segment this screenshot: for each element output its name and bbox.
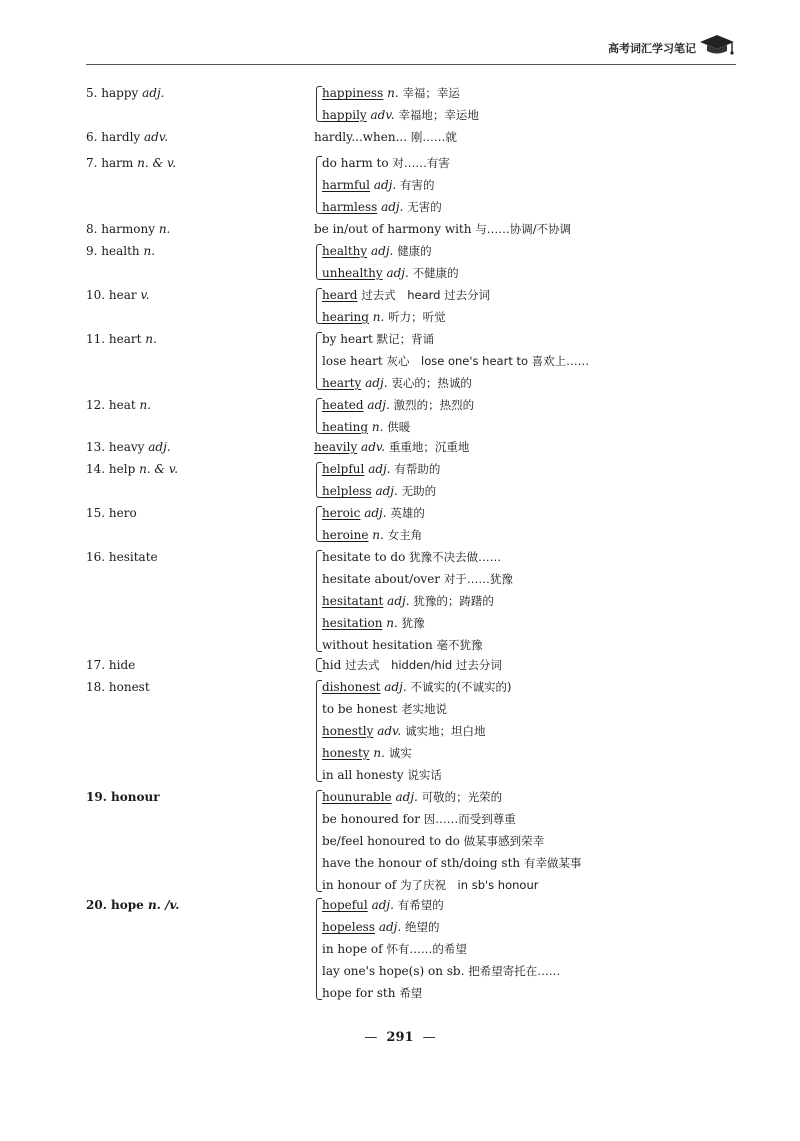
headword-text: 12. heat <box>86 398 136 412</box>
derivative-meaning: 因……而受到尊重 <box>423 812 516 826</box>
brace-bracket <box>316 898 322 1000</box>
derivative-word: harmless <box>322 200 378 214</box>
headword <box>86 328 157 350</box>
derivative-line <box>322 634 513 656</box>
headword-text: 14. help <box>86 462 136 476</box>
derivative-word: helpful <box>322 462 365 476</box>
derivative-line <box>322 852 581 874</box>
headword <box>86 126 168 148</box>
derivative-meaning: 重重地；沉重地 <box>388 440 470 454</box>
brace-bracket <box>316 506 322 542</box>
headword-text: 5. happy <box>86 86 139 100</box>
headword <box>86 436 171 458</box>
headword-pos: n. <box>158 222 171 236</box>
derivative-line <box>322 262 459 284</box>
derivative-meaning: 有幸做某事 <box>523 856 582 870</box>
derivative-word: happily <box>322 108 367 122</box>
headword-pos: adj. <box>142 86 165 100</box>
derivative-line <box>322 874 581 896</box>
derivative-pos: adj. <box>378 920 402 934</box>
derivative-pos: adj. <box>395 790 418 804</box>
derivative-meaning: 犹豫的；踌躇的 <box>413 594 494 608</box>
derivative-pos: adj. <box>381 200 404 214</box>
derivative-word: without hesitation <box>322 638 433 652</box>
derivative-word: be/feel honoured to do <box>322 834 460 848</box>
derivative-line <box>322 654 502 676</box>
derivative-group <box>314 82 479 126</box>
derivative-line <box>322 82 479 104</box>
derivative-pos: adv. <box>361 440 386 454</box>
derivative-meaning: 激烈的；热烈的 <box>393 398 475 412</box>
derivative-line <box>322 394 474 416</box>
headword-text: 17. hide <box>86 658 136 672</box>
derivative-line <box>314 436 469 458</box>
brace-bracket <box>316 288 322 324</box>
derivative-meaning: 把希望寄托在…… <box>468 964 561 978</box>
derivative-group <box>314 126 457 148</box>
headword-text: 8. harmony <box>86 222 155 236</box>
derivative-word: hearing <box>322 310 369 324</box>
derivative-line <box>322 306 490 328</box>
derivative-line <box>322 720 511 742</box>
derivative-meaning: 女主角 <box>387 528 423 542</box>
derivative-meaning: 刚……就 <box>410 130 457 144</box>
headword-text: 10. hear <box>86 288 137 302</box>
footer-dash-right: — <box>422 1030 436 1045</box>
headword-pos: n. <box>139 398 152 412</box>
headword <box>86 240 155 262</box>
headword <box>86 82 165 104</box>
derivative-word: hopeless <box>322 920 375 934</box>
derivative-meaning: 对于……犹豫 <box>443 572 513 586</box>
derivative-line <box>322 240 459 262</box>
derivative-meaning: 健康的 <box>397 244 432 258</box>
derivative-pos: adv. <box>377 724 402 738</box>
derivative-line <box>322 416 474 438</box>
derivative-meaning: 过去式 hidden/hid 过去分词 <box>345 658 502 672</box>
derivative-pos: adj. <box>364 506 387 520</box>
derivative-line <box>322 502 425 524</box>
derivative-line <box>322 372 589 394</box>
headword-pos: n. <box>143 244 156 258</box>
derivative-word: heroine <box>322 528 369 542</box>
headword <box>86 284 150 306</box>
derivative-meaning: 供暖 <box>387 420 411 434</box>
derivative-word: hesitate about/over <box>322 572 441 586</box>
headword-pos: n. & v. <box>137 156 177 170</box>
derivative-meaning: 无助的 <box>401 484 437 498</box>
page-number: 291 <box>386 1030 414 1045</box>
headword-text: 15. hero <box>86 506 137 520</box>
headword-text: 16. hesitate <box>86 550 158 564</box>
derivative-word: helpless <box>322 484 372 498</box>
headword-pos: adv. <box>144 130 169 144</box>
derivative-line <box>322 698 511 720</box>
derivative-pos: adj. <box>384 680 407 694</box>
derivative-line <box>322 104 479 126</box>
derivative-line <box>322 612 513 634</box>
headword <box>86 676 150 698</box>
derivative-meaning: 做某事感到荣幸 <box>463 834 545 848</box>
derivative-pos: adj. <box>386 266 409 280</box>
derivative-meaning: 默记；背诵 <box>376 332 435 346</box>
derivative-pos: n. <box>372 310 385 324</box>
derivative-word: hopeful <box>322 898 368 912</box>
derivative-line <box>322 458 440 480</box>
derivative-meaning: 英雄的 <box>390 506 425 520</box>
derivative-word: heated <box>322 398 364 412</box>
derivative-word: hope for sth <box>322 986 396 1000</box>
derivative-line <box>322 284 490 306</box>
headword-pos: n. /v. <box>148 898 180 912</box>
derivative-meaning: 幸福；幸运 <box>402 86 460 100</box>
derivative-meaning: 诚实 <box>388 746 412 760</box>
derivative-line <box>322 676 511 698</box>
derivative-meaning: 诚实地；坦白地 <box>405 724 486 738</box>
derivative-line <box>322 480 440 502</box>
derivative-group <box>314 502 425 546</box>
headword-text: 20. hope <box>86 898 144 912</box>
derivative-word: by heart <box>322 332 373 346</box>
derivative-word: be honoured for <box>322 812 420 826</box>
derivative-word: hearty <box>322 376 362 390</box>
headword-pos: v. <box>140 288 150 302</box>
derivative-group <box>314 676 511 786</box>
derivative-meaning: 老实地说 <box>401 702 448 716</box>
derivative-group <box>314 436 469 458</box>
derivative-word: dishonest <box>322 680 381 694</box>
headword-pos: n. <box>145 332 157 346</box>
derivative-line <box>322 786 581 808</box>
derivative-pos: n. <box>387 86 399 100</box>
derivative-word: hardly...when... <box>314 130 408 144</box>
derivative-word: honesty <box>322 746 370 760</box>
derivative-line <box>322 742 511 764</box>
derivative-pos: n. <box>386 616 398 630</box>
derivative-group <box>314 218 571 240</box>
brace-bracket <box>316 156 322 214</box>
derivative-meaning: 希望 <box>399 986 423 1000</box>
derivative-line <box>322 938 560 960</box>
derivative-line <box>322 328 589 350</box>
brace-bracket <box>316 658 322 672</box>
derivative-word: hesitation <box>322 616 383 630</box>
derivative-group <box>314 240 459 284</box>
derivative-group <box>314 152 450 218</box>
derivative-line <box>314 218 571 240</box>
derivative-word: hesitate to do <box>322 550 406 564</box>
derivative-meaning: 灰心 lose one's heart to 喜欢上…… <box>386 354 590 368</box>
derivative-line <box>322 916 560 938</box>
brace-bracket <box>316 86 322 122</box>
headword-text: 18. honest <box>86 680 150 694</box>
derivative-group <box>314 894 560 1004</box>
headword <box>86 502 137 524</box>
derivative-word: have the honour of sth/doing sth <box>322 856 521 870</box>
derivative-line <box>314 126 457 148</box>
derivative-line <box>322 808 581 830</box>
headword-text: 11. heart <box>86 332 142 346</box>
derivative-word: heating <box>322 420 369 434</box>
derivative-word: in hope of <box>322 942 383 956</box>
derivative-meaning: 有希望的 <box>397 898 444 912</box>
derivative-line <box>322 524 425 546</box>
derivative-meaning: 不诚实的(不诚实的) <box>410 680 512 694</box>
derivative-pos: adj. <box>365 376 388 390</box>
derivative-group <box>314 654 502 676</box>
derivative-meaning: 绝望的 <box>405 920 440 934</box>
derivative-line <box>322 174 450 196</box>
headword <box>86 894 179 916</box>
derivative-meaning: 有帮助的 <box>394 462 441 476</box>
header-title: 高考词汇学习笔记 <box>608 42 696 55</box>
derivative-meaning: 听力；听觉 <box>388 310 446 324</box>
derivative-meaning: 为了庆祝 in sb's honour <box>400 878 539 892</box>
headword <box>86 786 160 808</box>
derivative-word: heavily <box>314 440 358 454</box>
derivative-pos: adv. <box>370 108 395 122</box>
headword <box>86 458 178 480</box>
derivative-pos: n. <box>371 420 384 434</box>
derivative-word: harmful <box>322 178 371 192</box>
derivative-meaning: 说实话 <box>407 768 442 782</box>
derivative-group <box>314 546 513 656</box>
derivative-meaning: 与……协调/不协调 <box>475 222 572 236</box>
derivative-meaning: 有害的 <box>400 178 435 192</box>
derivative-pos: adj. <box>387 594 410 608</box>
derivative-word: in honour of <box>322 878 397 892</box>
derivative-meaning: 犹豫 <box>401 616 425 630</box>
derivative-line <box>322 568 513 590</box>
derivative-line <box>322 764 511 786</box>
brace-bracket <box>316 398 322 434</box>
headword <box>86 152 176 174</box>
footer-dash-left: — <box>364 1030 378 1045</box>
derivative-meaning: 不健康的 <box>412 266 459 280</box>
derivative-pos: adj. <box>367 398 390 412</box>
derivative-word: unhealthy <box>322 266 383 280</box>
derivative-line <box>322 350 589 372</box>
derivative-word: healthy <box>322 244 368 258</box>
derivative-pos: n. <box>372 528 384 542</box>
headword-text: 7. harm <box>86 156 134 170</box>
brace-bracket <box>316 332 322 390</box>
derivative-group <box>314 328 589 394</box>
derivative-word: honestly <box>322 724 374 738</box>
headword <box>86 654 135 676</box>
derivative-line <box>322 196 450 218</box>
derivative-word: heroic <box>322 506 361 520</box>
derivative-pos: adj. <box>370 244 394 258</box>
derivative-pos: n. <box>373 746 385 760</box>
derivative-word: hounurable <box>322 790 392 804</box>
headword-pos: adj. <box>148 440 171 454</box>
derivative-word: happiness <box>322 86 384 100</box>
derivative-word: hid <box>322 658 342 672</box>
brace-bracket <box>316 790 322 892</box>
headword-text: 6. hardly <box>86 130 141 144</box>
derivative-group <box>314 786 581 896</box>
derivative-group <box>314 284 490 328</box>
derivative-word: lay one's hope(s) on sb. <box>322 964 465 978</box>
derivative-meaning: 犹豫不决去做…… <box>409 550 502 564</box>
derivative-meaning: 幸福地；幸运地 <box>398 108 479 122</box>
brace-bracket <box>316 550 322 652</box>
derivative-line <box>322 152 450 174</box>
derivative-meaning: 可敬的；光荣的 <box>421 790 503 804</box>
derivative-pos: adj. <box>375 484 398 498</box>
derivative-word: to be honest <box>322 702 398 716</box>
headword-text: 9. health <box>86 244 140 258</box>
derivative-group <box>314 394 474 438</box>
derivative-word: in all honesty <box>322 768 404 782</box>
derivative-pos: adj. <box>368 462 391 476</box>
derivative-word: heard <box>322 288 358 302</box>
derivative-word: do harm to <box>322 156 389 170</box>
derivative-pos: adj. <box>371 898 394 912</box>
derivative-meaning: 无害的 <box>407 200 442 214</box>
derivative-group <box>314 458 440 502</box>
derivative-line <box>322 960 560 982</box>
derivative-line <box>322 546 513 568</box>
brace-bracket <box>316 680 322 782</box>
derivative-meaning: 对……有害 <box>392 156 450 170</box>
derivative-line <box>322 590 513 612</box>
derivative-meaning: 毫不犹豫 <box>436 638 483 652</box>
derivative-line <box>322 982 560 1004</box>
derivative-pos: adj. <box>373 178 397 192</box>
headword-pos: n. & v. <box>139 462 179 476</box>
derivative-word: lose heart <box>322 354 383 368</box>
derivative-line <box>322 894 560 916</box>
derivative-word: be in/out of harmony with <box>314 222 472 236</box>
page-footer <box>0 1030 800 1045</box>
headword-text: 13. heavy <box>86 440 145 454</box>
derivative-meaning: 过去式 heard 过去分词 <box>361 288 491 302</box>
brace-bracket <box>316 244 322 280</box>
headword-text: 19. honour <box>86 790 160 804</box>
derivative-word: hesitatant <box>322 594 384 608</box>
brace-bracket <box>316 462 322 498</box>
derivative-line <box>322 830 581 852</box>
derivative-meaning: 怀有……的希望 <box>386 942 467 956</box>
headword <box>86 218 170 240</box>
headword <box>86 546 158 568</box>
derivative-meaning: 衷心的；热诚的 <box>391 376 472 390</box>
headword <box>86 394 151 416</box>
